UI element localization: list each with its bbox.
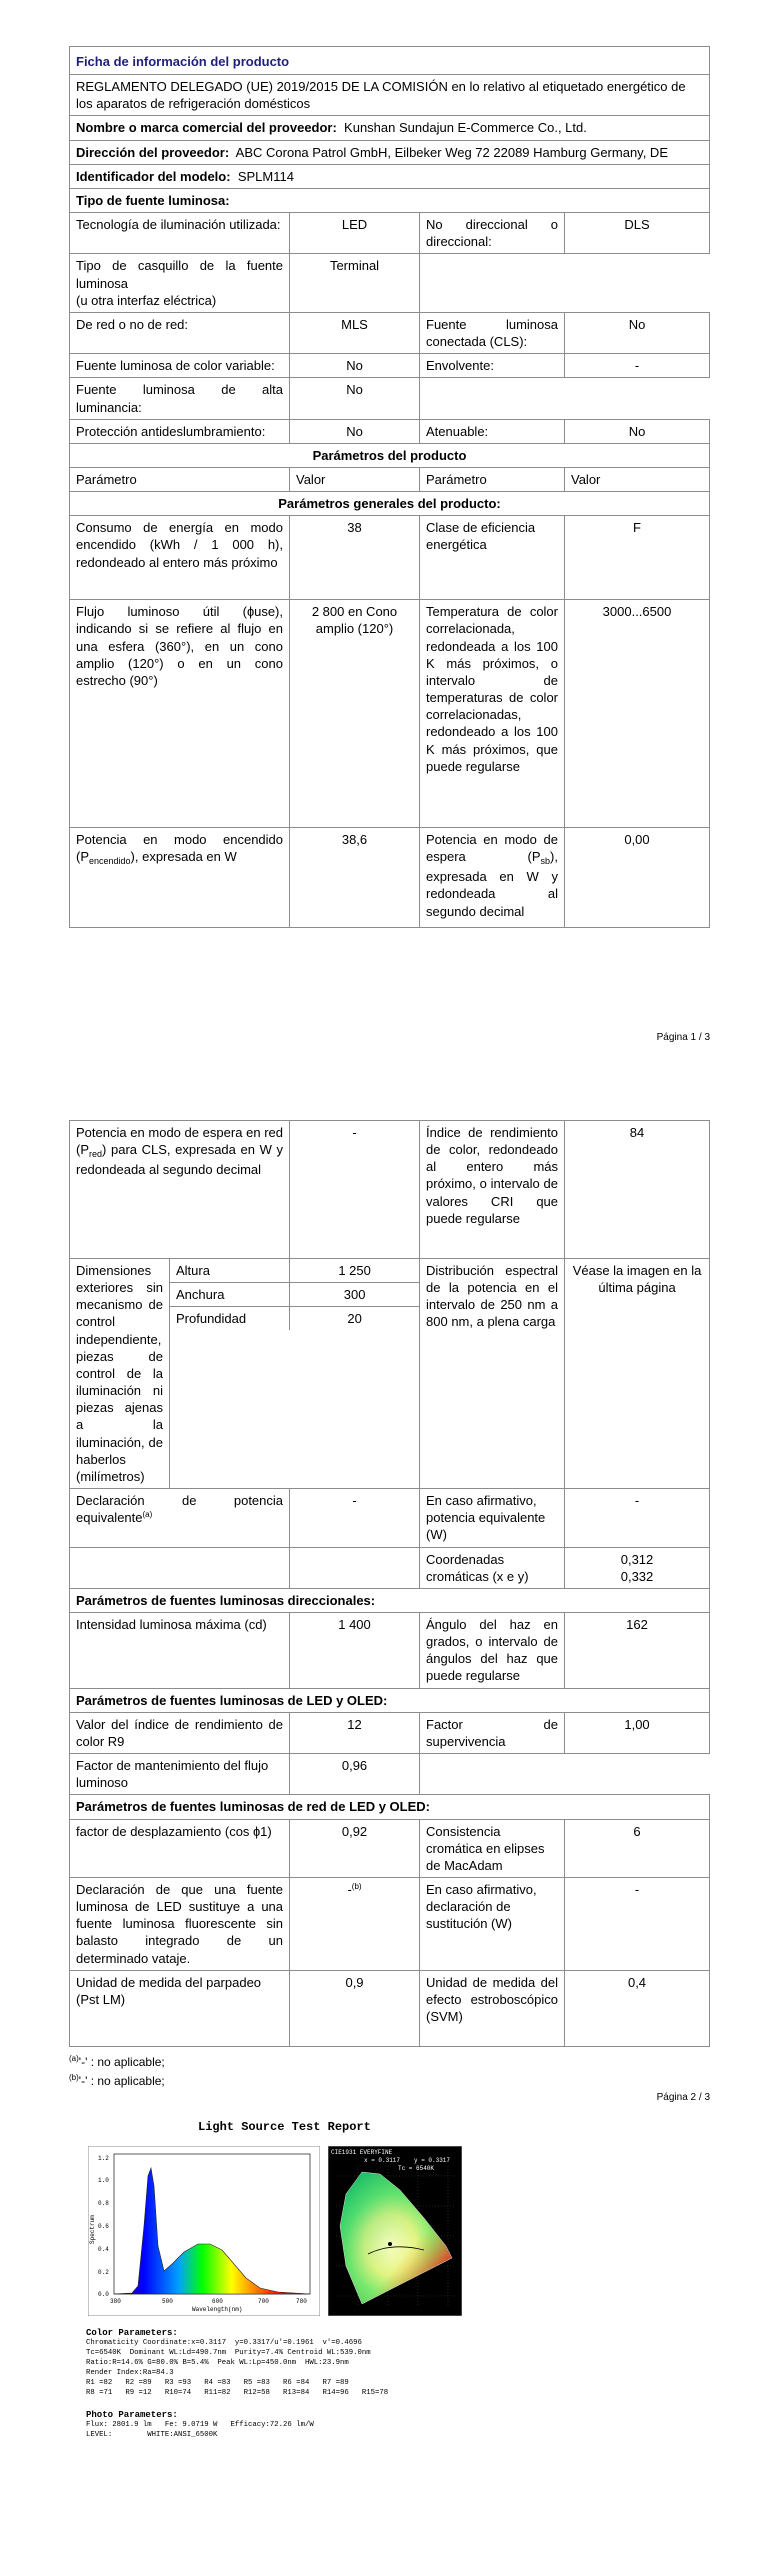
spd-label: Distribución espectral de la potencia en el intervalo de 250 nm a 800 nm, a plena carga [420, 1259, 565, 1489]
flicker-label: Unidad de medida del parpadeo (Pst LM) [70, 1970, 290, 2046]
supplier-address-row [70, 140, 710, 164]
cie-x: x = 0.3117 [364, 2157, 401, 2164]
on-mode-power-value: 38,6 [290, 828, 420, 928]
x-tick: 600 [212, 2298, 223, 2305]
color-tunable-value: No [290, 354, 420, 378]
cri-value: 84 [565, 1121, 710, 1259]
depth-label: Profundidad [170, 1307, 290, 1331]
x-tick: 380 [110, 2298, 121, 2305]
y-tick: 0.4 [98, 2246, 109, 2253]
dimensions-label: Dimensiones exteriores sin mecanismo de control independiente, piezas de control de la iluminación ni piezas ajenas a la iluminación, de haberlos (milímetros) [70, 1259, 170, 1489]
y-tick: 1.0 [98, 2177, 109, 2184]
equivalent-power-label: Declaración de potencia equivalente [76, 1493, 284, 1526]
spectrum-ylabel: Spectrum [89, 2215, 96, 2244]
empty-cell [290, 1547, 420, 1588]
lumen-maintenance-label: Factor de mantenimiento del flujo luminoso [70, 1754, 290, 1795]
supplier-name-value: Kunshan Sundajun E-Commerce Co., Ltd. [344, 120, 587, 136]
page-number-1: Página 1 / 3 [656, 1032, 710, 1043]
product-info-table-continued [69, 1120, 710, 2047]
x-tick: 780 [296, 2298, 307, 2305]
cct-label: Temperatura de color correlacionada, redondeada a los 100 K más próximos, o intervalo de temperaturas de color correlacionadas, redondeado a los 100 K más próximos, que puede regularse [420, 600, 565, 828]
page-1 [69, 46, 709, 928]
networked-standby-cell [70, 1121, 290, 1259]
directional-value: DLS [565, 213, 710, 254]
cap-type-cell [70, 254, 290, 312]
header-value: Valor [565, 467, 710, 491]
color-parameters [86, 2328, 388, 2440]
survival-factor-value: 1,00 [565, 1712, 710, 1753]
fluorescent-replacement-label: Declaración de que una fuente luminosa de LED sustituye a una fuente luminosa fluorescente sin balasto integrado de un determinado vataje. [70, 1878, 290, 1971]
lighting-technology-value: LED [290, 213, 420, 254]
on-mode-power-label-end: ), expresada en W [130, 849, 237, 865]
y-tick: 0.8 [98, 2200, 109, 2207]
on-mode-power-subscript: encendido [89, 856, 131, 867]
regulation-text: REGLAMENTO DELEGADO (UE) 2019/2015 DE LA COMISIÓN en lo relativo al etiquetado energético de los aparatos de refrigeración domésticos [70, 75, 710, 116]
directional-label: No direccional o direccional: [420, 213, 565, 254]
high-luminance-label: Fuente luminosa de alta luminancia: [70, 378, 290, 419]
anti-glare-value: No [290, 419, 420, 443]
general-params-heading: Parámetros generales del producto: [70, 492, 710, 516]
color-tunable-label: Fuente luminosa de color variable: [70, 354, 290, 378]
photo-param-line: LEVEL: WHITE:ANSI_6500K [86, 2431, 218, 2439]
photo-params-title: Photo Parameters: [86, 2410, 178, 2420]
depth-value: 20 [290, 1307, 419, 1331]
document-title: Ficha de información del producto [70, 47, 710, 75]
dimmable-label: Atenuable: [420, 419, 565, 443]
page-number-2: Página 2 / 3 [656, 2092, 710, 2103]
width-value: 300 [290, 1283, 419, 1307]
dimensions-values [170, 1259, 420, 1489]
color-params-title: Color Parameters: [86, 2328, 178, 2338]
model-value: SPLM114 [237, 168, 294, 184]
product-params-heading: Parámetros del producto [70, 443, 710, 467]
color-param-line: Render Index:Ra=84.3 [86, 2369, 174, 2377]
y-tick: 0.2 [98, 2269, 109, 2276]
supplier-address-label: Dirección del proveedor: [76, 144, 230, 160]
cie-diagram [328, 2146, 462, 2316]
equivalent-power-w-value: - [565, 1489, 710, 1547]
on-mode-power-label: Potencia en modo encendido (P [76, 832, 283, 865]
supplier-name-label: Nombre o marca comercial del proveedor: [76, 120, 337, 136]
energy-class-label: Clase de eficiencia energética [420, 516, 565, 600]
useful-flux-value: 2 800 en Cono amplio (120°) [290, 600, 420, 828]
cri-label: Índice de rendimiento de color, redondeado al entero más próximo, o intervalo de valores CRI que puede regularse [420, 1121, 565, 1259]
equivalent-power-w-label: En caso afirmativo, potencia equivalente (W) [420, 1489, 565, 1547]
footnote-a: $^{(a)}$'-' : no aplicable; [69, 2053, 165, 2069]
dimensions-table [170, 1259, 419, 1330]
macadam-value: 6 [565, 1819, 710, 1877]
anti-glare-label: Protección antideslumbramiento: [70, 419, 290, 443]
macadam-label: Consistencia cromática en elipses de MacAdam [420, 1819, 565, 1877]
standby-power-label: Potencia en modo de espera (P [426, 832, 558, 865]
empty-cell [420, 254, 710, 312]
y-tick: 1.2 [98, 2155, 109, 2162]
color-param-line: Ratio:R=14.6% G=80.0% B=5.4% Peak WL:Lp=450.0nm HWL:23.9nm [86, 2359, 349, 2367]
dimmable-value: No [565, 419, 710, 443]
networked-standby-label: Potencia en modo de espera en red (P [76, 1125, 284, 1158]
footnote-b: $^{(b)}$'-' : no aplicable; [69, 2072, 165, 2088]
y-tick: 0.0 [98, 2291, 109, 2298]
spectrum-chart [88, 2146, 320, 2316]
report-title: Light Source Test Report [198, 2120, 371, 2134]
empty-cell [420, 378, 710, 419]
header-value: Valor [290, 467, 420, 491]
header-param: Parámetro [420, 467, 565, 491]
envelope-value: - [565, 354, 710, 378]
x-tick: 500 [162, 2298, 173, 2305]
y-tick: 0.6 [98, 2223, 109, 2230]
displacement-factor-value: 0,92 [290, 1819, 420, 1877]
cap-type-label: Tipo de casquillo de la fuente luminosa [76, 258, 283, 291]
high-luminance-value: No [290, 378, 420, 419]
mains-label: De red o no de red: [70, 312, 290, 353]
lighting-technology-label: Tecnología de iluminación utilizada: [70, 213, 290, 254]
connected-label: Fuente luminosa conectada (CLS): [420, 312, 565, 353]
color-param-line: R8 =71 R9 =12 R10=74 R11=82 R12=58 R13=84 R14=96 R15=78 [86, 2389, 389, 2397]
standby-power-subscript: sb [540, 856, 551, 867]
height-label: Altura [170, 1259, 290, 1283]
standby-power-label-end: ), expresada en W y redondeada al segundo decimal [426, 849, 558, 919]
connected-value: No [565, 312, 710, 353]
empty-cell [420, 1754, 710, 1795]
standby-power-value: 0,00 [565, 828, 710, 928]
networked-standby-value: - [290, 1121, 420, 1259]
header-param: Parámetro [70, 467, 290, 491]
fluorescent-replacement-cell [290, 1878, 420, 1971]
height-value: 1 250 [290, 1259, 419, 1283]
led-params-heading: Parámetros de fuentes luminosas de LED y OLED: [70, 1688, 710, 1712]
energy-class-value: F [565, 516, 710, 600]
mains-value: MLS [290, 312, 420, 353]
lumen-maintenance-value: 0,96 [290, 1754, 420, 1795]
spd-value: Véase la imagen en la última página [565, 1259, 710, 1489]
chromaticity-x: 0,312 [620, 1551, 654, 1567]
survival-factor-label: Factor de supervivencia [420, 1712, 565, 1753]
model-label: Identificador del modelo: [76, 168, 231, 184]
color-param-line: Chromaticity Coordinate:x=0.3117 y=0.3317/u'=0.1961 v'=0.4696 [86, 2339, 362, 2347]
cct-value: 3000...6500 [565, 600, 710, 828]
r9-label: Valor del índice de rendimiento de color R9 [70, 1712, 290, 1753]
footnote-a-ref: (a) [142, 1510, 153, 1520]
equivalent-power-value: - [290, 1489, 420, 1547]
page-2 [69, 1120, 709, 2091]
chromaticity-values [565, 1547, 710, 1588]
equivalent-power-cell [70, 1489, 290, 1547]
x-tick: 700 [258, 2298, 269, 2305]
networked-standby-label-end: ) para CLS, expresada en W y redondeada al segundo decimal [76, 1142, 284, 1178]
networked-standby-subscript: red [89, 1149, 103, 1160]
useful-flux-label: Flujo luminoso útil (ɸuse), indicando si se refiere al flujo en una esfera (360°), en un cono amplio (120°) o en un cono estrecho (90°) [70, 600, 290, 828]
light-source-type-heading: Tipo de fuente luminosa: [70, 188, 710, 212]
footnotes [69, 2053, 709, 2091]
directional-params-heading: Parámetros de fuentes luminosas direccionales: [70, 1588, 710, 1612]
beam-angle-value: 162 [565, 1612, 710, 1688]
fluorescent-replacement-value: - [347, 1882, 352, 1897]
color-param-line: Tc=6540K Dominant WL:Ld=490.7nm Purity=7.4% Centroid WL:539.0nm [86, 2349, 371, 2357]
cap-type-label-note: (u otra interfaz eléctrica) [76, 292, 217, 308]
chromaticity-label: Coordenadas cromáticas (x e y) [420, 1547, 565, 1588]
envelope-label: Envolvente: [420, 354, 565, 378]
on-mode-power-cell [70, 828, 290, 928]
beam-angle-label: Ángulo del haz en grados, o intervalo de ángulos del haz que puede regularse [420, 1612, 565, 1688]
peak-intensity-label: Intensidad luminosa máxima (cd) [70, 1612, 290, 1688]
product-info-table [69, 46, 710, 928]
cie-point [388, 2242, 392, 2246]
supplier-name-row [70, 116, 710, 140]
supplier-address-value: ABC Corona Patrol GmbH, Eilbeker Weg 72 22089 Hamburg Germany, DE [235, 144, 668, 160]
photo-param-line: Flux: 2801.9 lm Fe: 9.0719 W Efficacy:72.26 lm/W [86, 2421, 314, 2429]
footnote-b-ref: (b) [351, 1882, 362, 1891]
replacement-claim-value: - [565, 1878, 710, 1971]
stroboscopic-value: 0,4 [565, 1970, 710, 2046]
standby-power-cell [420, 828, 565, 928]
replacement-claim-label: En caso afirmativo, declaración de sustitución (W) [420, 1878, 565, 1971]
mains-led-params-heading: Parámetros de fuentes luminosas de red de LED y OLED: [70, 1795, 710, 1819]
empty-cell [70, 1547, 290, 1588]
cap-type-value: Terminal [290, 254, 420, 312]
displacement-factor-label: factor de desplazamiento (cos ɸ1) [70, 1819, 290, 1877]
cie-y: y = 0.3317 [414, 2157, 451, 2164]
spectrum-xlabel: Wavelength(nm) [192, 2306, 243, 2313]
cie-tc: Tc = 6540K [398, 2165, 435, 2172]
on-mode-energy-label: Consumo de energía en modo encendido (kWh / 1 000 h), redondeado al entero más próximo [70, 516, 290, 600]
peak-intensity-value: 1 400 [290, 1612, 420, 1688]
cie-header: CIE1931 EVERYFINE [331, 2149, 393, 2156]
r9-value: 12 [290, 1712, 420, 1753]
width-label: Anchura [170, 1283, 290, 1307]
chromaticity-y: 0,332 [620, 1568, 654, 1584]
on-mode-energy-value: 38 [290, 516, 420, 600]
stroboscopic-label: Unidad de medida del efecto estroboscópico (SVM) [420, 1970, 565, 2046]
model-row [70, 164, 710, 188]
color-param-line: R1 =82 R2 =89 R3 =93 R4 =83 R5 =83 R6 =84 R7 =89 [86, 2379, 349, 2387]
flicker-value: 0,9 [290, 1970, 420, 2046]
